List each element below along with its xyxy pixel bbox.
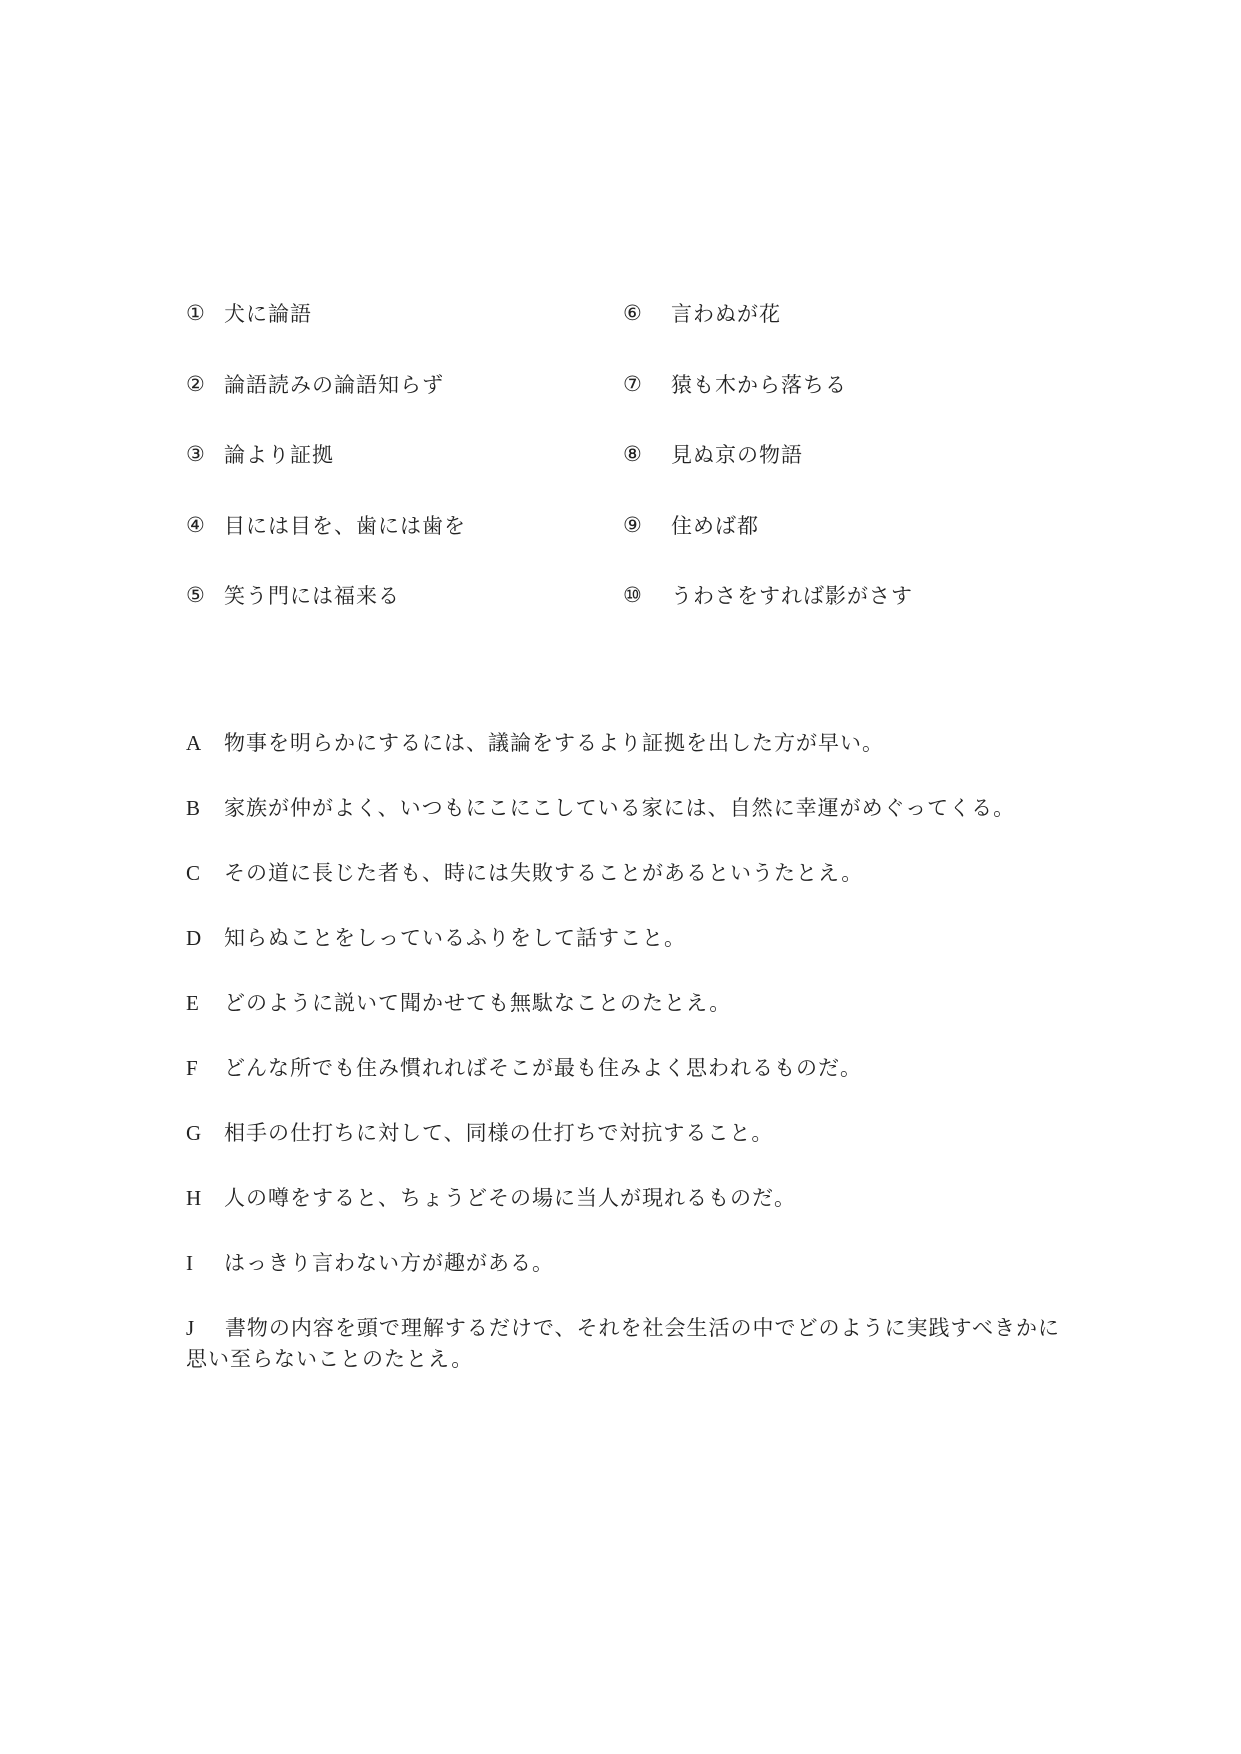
proverb-column-right [623, 278, 1043, 631]
proverb-item [623, 349, 1043, 420]
meaning-item [186, 923, 1066, 954]
meaning-text: 知らぬことをしっているふりをして話すこと。 [224, 926, 686, 950]
proverb-number: ③ [186, 442, 206, 467]
meaning-item [186, 1313, 1066, 1375]
proverb-number: ⑦ [623, 371, 643, 396]
proverb-number: ⑩ [623, 583, 643, 608]
meaning-text: どのように説いて聞かせても無駄なことのたとえ。 [224, 991, 732, 1015]
proverb-item [186, 490, 606, 561]
meaning-text: 物事を明らかにするには、議論をするより証拠を出した方が早い。 [224, 731, 884, 755]
proverb-number: ④ [186, 512, 206, 537]
proverb-number: ⑨ [623, 512, 643, 537]
meaning-item [186, 858, 1066, 889]
proverb-text: 論より証拠 [224, 443, 334, 468]
proverb-item [623, 419, 1043, 490]
proverb-number: ⑥ [623, 301, 643, 326]
meaning-letter: I [186, 1251, 194, 1275]
meaning-item [186, 1183, 1066, 1214]
meaning-text: 書物の内容を頭で理解するだけで、それを社会生活の中でどのように実践すべきかに思い至らないことのたとえ。 [186, 1316, 1061, 1371]
proverb-item [186, 278, 606, 349]
meaning-item [186, 1248, 1066, 1279]
meaning-text: 相手の仕打ちに対して、同様の仕打ちで対抗すること。 [224, 1121, 774, 1145]
meaning-item [186, 728, 1066, 759]
meaning-text: はっきり言わない方が趣がある。 [224, 1251, 554, 1275]
proverb-item [623, 278, 1043, 349]
meaning-text: どんな所でも住み慣れればそこが最も住みよく思われるものだ。 [224, 1056, 862, 1080]
proverb-number: ⑧ [623, 442, 643, 467]
proverb-number: ② [186, 371, 206, 396]
meaning-letter: J [186, 1316, 196, 1340]
meaning-letter: D [186, 926, 203, 950]
proverb-item [623, 560, 1043, 631]
proverb-text: うわさをすれば影がさす [671, 584, 913, 609]
meaning-letter: F [186, 1056, 199, 1080]
meaning-text: 人の噂をすると、ちょうどその場に当人が現れるものだ。 [224, 1186, 796, 1210]
meaning-text: 家族が仲がよく、いつもにこにこしている家には、自然に幸運がめぐってくる。 [224, 796, 1016, 820]
proverb-number: ① [186, 301, 206, 326]
proverb-text: 言わぬが花 [671, 302, 781, 327]
meaning-letter: G [186, 1121, 203, 1145]
meaning-letter: E [186, 991, 200, 1015]
meaning-item [186, 793, 1066, 824]
proverb-text: 住めば都 [671, 513, 759, 538]
meaning-item [186, 988, 1066, 1019]
proverb-text: 目には目を、歯には歯を [224, 513, 466, 538]
proverb-number: ⑤ [186, 583, 206, 608]
proverb-text: 論語読みの論語知らず [224, 372, 444, 397]
meaning-letter: H [186, 1186, 203, 1210]
proverb-item [186, 560, 606, 631]
meaning-list [186, 728, 1066, 1409]
meaning-item [186, 1118, 1066, 1149]
proverb-text: 猿も木から落ちる [671, 372, 847, 397]
meaning-letter: C [186, 861, 202, 885]
proverb-text: 犬に論語 [224, 302, 312, 327]
meaning-item [186, 1053, 1066, 1084]
proverb-item [186, 419, 606, 490]
proverb-item [186, 349, 606, 420]
proverb-column-left [186, 278, 606, 631]
meaning-letter: B [186, 796, 202, 820]
meaning-text: その道に長じた者も、時には失敗することがあるというたとえ。 [224, 861, 864, 885]
proverb-text: 笑う門には福来る [224, 584, 400, 609]
proverb-text: 見ぬ京の物語 [671, 443, 803, 468]
meaning-letter: A [186, 731, 203, 755]
proverb-item [623, 490, 1043, 561]
